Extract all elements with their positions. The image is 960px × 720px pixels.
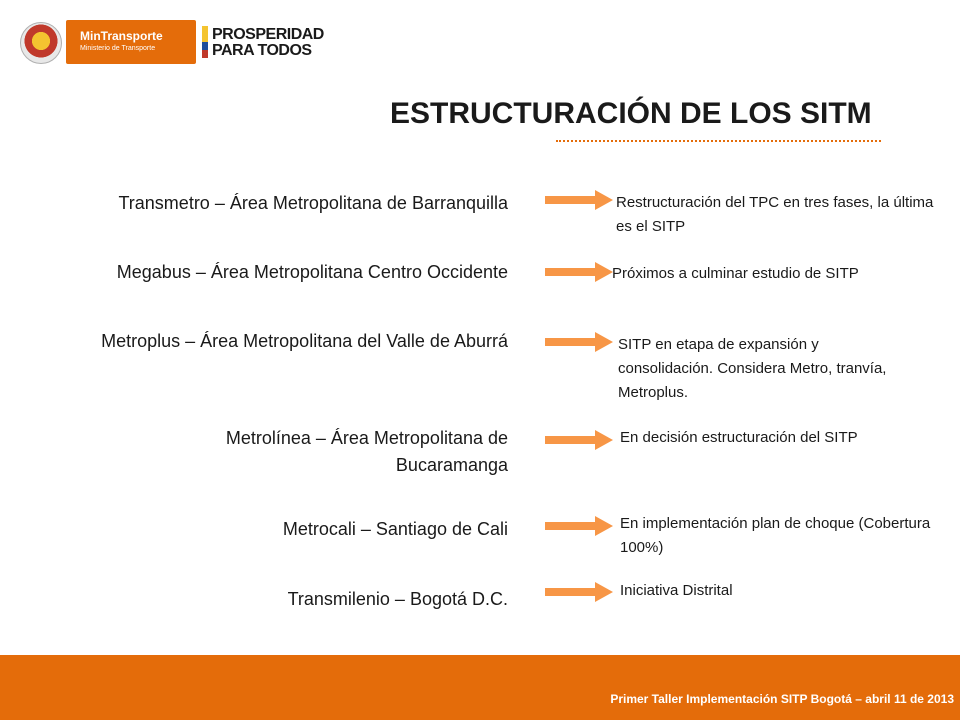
arrow-right-icon <box>545 582 613 602</box>
arrow-right-icon <box>545 430 613 450</box>
status-megabus: Próximos a culminar estudio de SITP <box>612 265 859 282</box>
footer-text: Primer Taller Implementación SITP Bogotá – abril 11 de 2013 <box>610 692 954 706</box>
arrow-right-icon <box>545 262 613 282</box>
system-name-metrocali: Metrocali – Santiago de Cali <box>282 519 508 539</box>
status-transmilenio: Iniciativa Distrital <box>620 582 733 599</box>
status-metrolinea: En decisión estructuración del SITP <box>620 429 858 446</box>
prosperidad-logo-line2: PARA TODOS <box>212 42 312 59</box>
system-name-transmetro: Transmetro – Área Metropolitana de Barranquilla <box>118 193 508 213</box>
header-logos <box>14 18 344 68</box>
slide-title: ESTRUCTURACIÓN DE LOS SITM <box>390 97 872 130</box>
arrow-right-icon <box>545 332 613 352</box>
mintransporte-logo-sub: Ministerio de Transporte <box>80 45 156 52</box>
system-name-megabus: Megabus – Área Metropolitana Centro Occidente <box>116 262 508 282</box>
prosperidad-logo-line1: PROSPERIDAD <box>212 26 324 43</box>
status-metroplus: SITP en etapa de expansión y consolidación. Considera Metro, tranvía, Metroplus. <box>618 336 887 401</box>
mintransporte-logo-name: MinTransporte <box>80 29 163 43</box>
system-name-metrolinea: Metrolínea – Área Metropolitana de Bucaramanga <box>225 428 508 475</box>
prosperidad-logo <box>202 22 332 62</box>
system-name-metroplus: Metroplus – Área Metropolitana del Valle de Aburrá <box>101 331 508 351</box>
arrow-right-icon <box>545 190 613 210</box>
status-metrocali: En implementación plan de choque (Cobertura 100%) <box>620 515 931 556</box>
arrow-right-icon <box>545 516 613 536</box>
footer-bar <box>0 655 960 720</box>
colombia-seal-icon <box>20 22 62 64</box>
title-underline <box>556 140 881 142</box>
system-name-transmilenio: Transmilenio – Bogotá D.C. <box>287 589 508 609</box>
status-transmetro: Restructuración del TPC en tres fases, la última es el SITP <box>616 194 934 235</box>
mintransporte-logo <box>66 20 196 64</box>
flag-bars-icon <box>202 26 208 58</box>
